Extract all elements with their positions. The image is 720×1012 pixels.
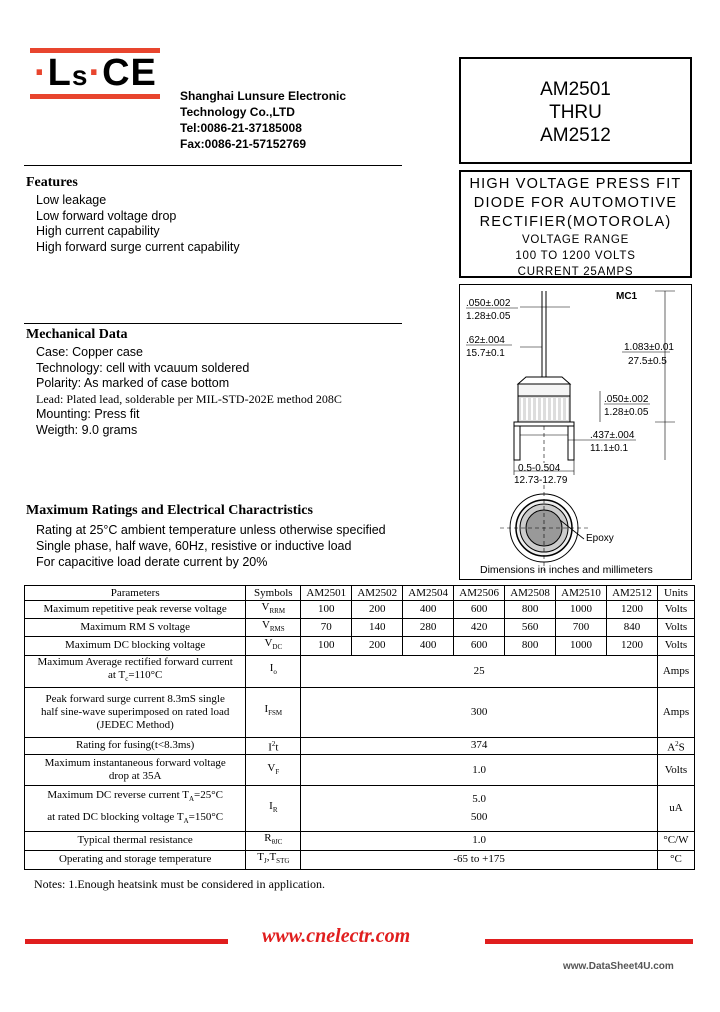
company-name-line2: Technology Co.,LTD	[180, 105, 295, 119]
company-info	[180, 88, 346, 152]
value-cell: 140	[352, 619, 403, 637]
features-title: Features	[26, 175, 78, 190]
value-cell: 840	[607, 619, 658, 637]
unit-cell: °C/W	[657, 831, 694, 850]
mechanical-divider	[24, 323, 402, 324]
unit-cell: Volts	[657, 637, 694, 655]
unit-cell: Amps	[657, 687, 694, 737]
footer-bar-right	[485, 939, 693, 944]
value-cell: 1200	[607, 601, 658, 619]
value-cell: 5.0 500	[301, 786, 658, 831]
mechanical-item: Mounting: Press fit	[36, 407, 140, 421]
company-name-line1: Shanghai Lunsure Electronic	[180, 89, 347, 103]
param-cell: Maximum DC blocking voltage	[25, 637, 246, 655]
table-header: Symbols	[246, 586, 301, 601]
table-header: AM2508	[505, 586, 556, 601]
table-row	[25, 755, 695, 786]
desc-line6: CURRENT 25AMPS	[517, 266, 634, 278]
value-cell: 420	[454, 619, 505, 637]
value-cell: 800	[505, 601, 556, 619]
table-header: Parameters	[25, 586, 246, 601]
table-row	[25, 737, 695, 755]
desc-line2: DIODE FOR AUTOMOTIVE	[473, 195, 678, 211]
value-cell: 300	[301, 687, 658, 737]
value-cell: 400	[403, 601, 454, 619]
value-cell: 25	[301, 655, 658, 687]
symbol-cell: $R_{\theta JC}$	[246, 831, 301, 850]
dim1-inch: .050±.002	[466, 298, 511, 309]
footer-bar-left	[25, 939, 228, 944]
value-cell: 1000	[556, 601, 607, 619]
value-cell: 100	[301, 601, 352, 619]
dim2-mm: 15.7±0.1	[466, 348, 505, 359]
mechanical-item: Lead: Plated lead, solderable per MIL-STD-202E method 208C	[36, 392, 342, 406]
value-cell: 800	[505, 637, 556, 655]
ratings-title: Maximum Ratings and Electrical Charactristics	[26, 503, 313, 518]
table-row	[25, 601, 695, 619]
feature-item: High forward surge current capability	[36, 240, 240, 254]
mechanical-item: Weigth: 9.0 grams	[36, 423, 138, 437]
company-fax: Fax:0086-21-57152769	[180, 137, 307, 151]
dim3-mm: 27.5±0.5	[628, 356, 667, 367]
value-cell: 1200	[607, 637, 658, 655]
value-cell: 600	[454, 637, 505, 655]
value-cell: 560	[505, 619, 556, 637]
mechanical-item: Technology: cell with vcauum soldered	[36, 361, 250, 375]
mechanical-item: Case: Copper case	[36, 345, 144, 359]
table-header: AM2506	[454, 586, 505, 601]
dim5-inch: .437±.004	[590, 430, 635, 441]
description-box	[459, 170, 692, 278]
value-cell: 1.0	[301, 755, 658, 786]
website-link[interactable]: www.cnelectr.com	[262, 925, 411, 947]
table-row	[25, 655, 695, 687]
dim2-inch: .62±.004	[466, 335, 505, 346]
desc-line4: VOLTAGE RANGE	[521, 234, 630, 246]
ratings-note: Rating at 25°C ambient temperature unless otherwise specified	[36, 523, 386, 537]
dim3-inch: 1.083±0.01	[624, 342, 674, 353]
desc-line3: RECTIFIER(MOTOROLA)	[479, 214, 672, 230]
ratings-note: Single phase, half wave, 60Hz, resistive or inductive load	[36, 539, 352, 553]
table-header: AM2510	[556, 586, 607, 601]
symbol-cell: $I_R$	[246, 786, 301, 831]
symbol-cell: $V_F$	[246, 755, 301, 786]
table-header: AM2512	[607, 586, 658, 601]
value-cell: 400	[403, 637, 454, 655]
dim6-mm: 12.73-12.79	[514, 475, 568, 486]
table-row	[25, 850, 695, 869]
param-cell: Typical thermal resistance	[25, 831, 246, 850]
value-cell: 280	[403, 619, 454, 637]
value-cell: 100	[301, 637, 352, 655]
logo-bottom-bar	[30, 94, 160, 99]
value-cell: -65 to +175	[301, 850, 658, 869]
value-cell: 374	[301, 737, 658, 755]
symbol-cell: $V_{RRM}$	[246, 601, 301, 619]
value-cell: 1.0	[301, 831, 658, 850]
param-cell: Rating for fusing(t<8.3ms)	[25, 737, 246, 755]
desc-line1: HIGH VOLTAGE PRESS FIT	[469, 176, 682, 192]
param-cell: Maximum instantaneous forward voltage drop at 35A	[25, 755, 246, 786]
table-row	[25, 831, 695, 850]
package-label: MC1	[616, 291, 638, 302]
feature-item: High current capability	[36, 224, 160, 238]
notes-text: Notes: 1.Enough heatsink must be considered in application.	[34, 877, 325, 891]
param-cell: Maximum Average rectified forward current at $T_c=110^\circ C$	[25, 655, 246, 687]
header-divider	[24, 165, 402, 166]
table-header: AM2504	[403, 586, 454, 601]
table-header: Units	[657, 586, 694, 601]
unit-cell: uA	[657, 786, 694, 831]
unit-cell: Amps	[657, 655, 694, 687]
diagram-caption: Dimensions in inches and millimeters	[480, 564, 653, 576]
param-cell: Maximum repetitive peak reverse voltage	[25, 601, 246, 619]
dim5-mm: 11.1±0.1	[590, 443, 629, 454]
param-cell: Maximum RM S voltage	[25, 619, 246, 637]
mechanical-item: Polarity: As marked of case bottom	[36, 376, 230, 390]
dim4-inch: .050±.002	[604, 394, 649, 405]
feature-item: Low forward voltage drop	[36, 209, 177, 223]
table-row	[25, 619, 695, 637]
value-cell: 700	[556, 619, 607, 637]
part-thru: THRU	[549, 102, 602, 123]
package-diagram	[459, 284, 692, 580]
part-number-box	[459, 57, 692, 164]
table-header: AM2502	[352, 586, 403, 601]
unit-cell: Volts	[657, 619, 694, 637]
company-tel: Tel:0086-21-37185008	[180, 121, 302, 135]
table-row	[25, 637, 695, 655]
unit-cell: Volts	[657, 601, 694, 619]
param-cell: Operating and storage temperature	[25, 850, 246, 869]
value-cell: 200	[352, 637, 403, 655]
table-row	[25, 786, 695, 831]
desc-line5: 100 TO 1200 VOLTS	[515, 250, 636, 262]
ratings-note: For capacitive load derate current by 20%	[36, 555, 268, 569]
dim1-mm: 1.28±0.05	[466, 311, 511, 322]
symbol-cell: $I_{FSM}$	[246, 687, 301, 737]
symbol-cell: $V_{DC}$	[246, 637, 301, 655]
unit-cell: $A^2S$	[657, 737, 694, 755]
company-logo: ·Ls·CE	[34, 52, 157, 94]
mechanical-title: Mechanical Data	[26, 327, 128, 342]
dim4-mm: 1.28±0.05	[604, 407, 649, 418]
symbol-cell: $T_J,T_{STG}$	[246, 850, 301, 869]
table-header-row	[25, 586, 695, 601]
param-cell: Maximum DC reverse current $T_A=25^\circ C$ at rated DC blocking voltage $T_A=150^\circ C$	[25, 786, 246, 831]
package-drawing	[460, 285, 691, 579]
symbol-cell: $V_{RMS}$	[246, 619, 301, 637]
symbol-cell: $I_o$	[246, 655, 301, 687]
param-cell: Peak forward surge current 8.3mS single half sine-wave superimposed on rated load (JEDEC Method)	[25, 687, 246, 737]
feature-item: Low leakage	[36, 193, 107, 207]
ratings-table	[24, 585, 695, 870]
symbol-cell: $I^2t$	[246, 737, 301, 755]
part-first: AM2501	[540, 79, 611, 100]
dim6-inch: 0.5-0.504	[518, 463, 561, 474]
watermark-text: www.DataSheet4U.com	[563, 961, 674, 972]
value-cell: 1000	[556, 637, 607, 655]
part-last: AM2512	[540, 125, 611, 146]
table-row	[25, 687, 695, 737]
unit-cell: °C	[657, 850, 694, 869]
value-cell: 600	[454, 601, 505, 619]
epoxy-label: Epoxy	[586, 533, 614, 544]
value-cell: 70	[301, 619, 352, 637]
value-cell: 200	[352, 601, 403, 619]
unit-cell: Volts	[657, 755, 694, 786]
table-header: AM2501	[301, 586, 352, 601]
